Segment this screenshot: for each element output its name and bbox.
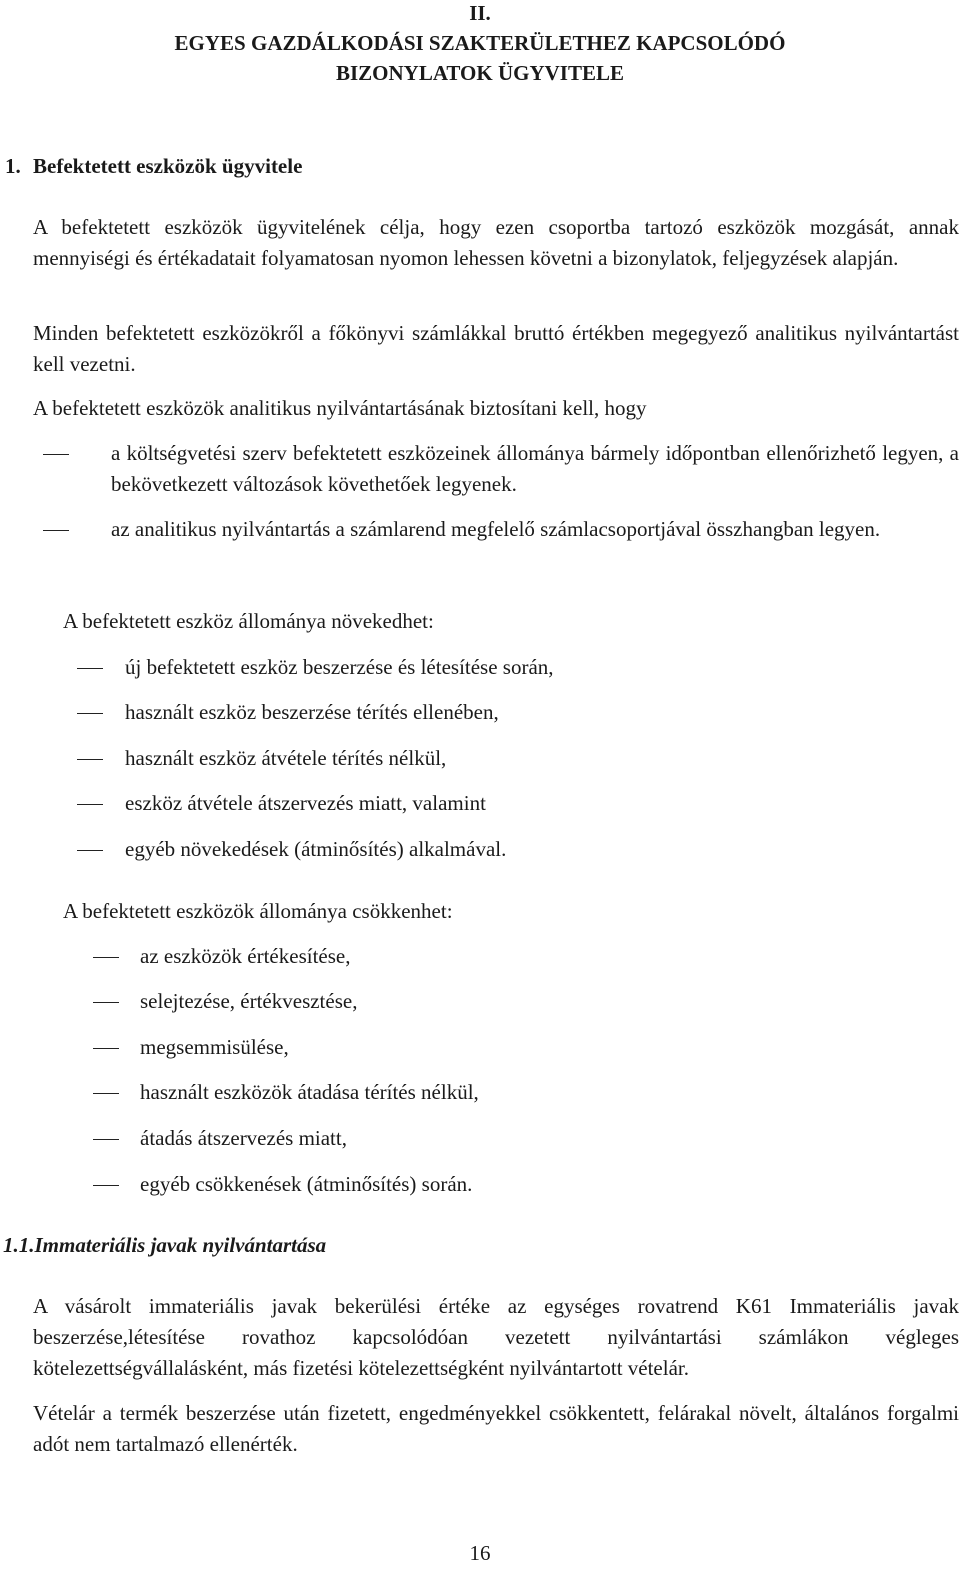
list-item: egyéb csökkenések (átminősítés) során. <box>140 1172 473 1196</box>
decrease-intro: A befektetett eszközök állománya csökkenhet: <box>63 899 453 923</box>
list-item: a költségvetési szerv befektetett eszközeinek állománya bármely időpontban ellenőrizhető legyen, a bekövetkezett változások követhetőek legyenek. <box>111 441 959 496</box>
list-item: selejtezése, értékvesztése, <box>140 989 358 1013</box>
section-1-1-title: Immateriális javak nyilvántartása <box>34 1233 327 1257</box>
section-1-1-heading <box>3 1230 326 1261</box>
list-item: megsemmisülése, <box>140 1035 289 1059</box>
section-1-1-paragraph-2: Vételár a termék beszerzése után fizetett, engedményekkel csökkentett, felárakal növelt, általános forgalmi adót nem tartalmazó ellenérték. <box>33 1401 959 1456</box>
page-number: 16 <box>469 1541 491 1565</box>
list-item: új befektetett eszköz beszerzése és létesítése során, <box>125 655 554 679</box>
list-item: egyéb növekedések (átminősítés) alkalmával. <box>125 837 507 861</box>
section-1-paragraph-1: A befektetett eszközök ügyvitelének célja, hogy ezen csoportba tartozó eszközök mozgását, annak mennyiségi és értékadatait folyamatosan nyomon lehessen követni a bizonylatok, feljegyzések alapján. <box>33 215 959 270</box>
list-item: az analitikus nyilvántartás a számlarend megfelelő számlacsoportjával összhangban legyen. <box>111 517 881 541</box>
list-item: eszköz átvétele átszervezés miatt, valamint <box>125 791 486 815</box>
list-item: használt eszközök átadása térítés nélkül, <box>140 1080 479 1104</box>
section-1-1-number: 1.1. <box>3 1233 35 1257</box>
list-item: az eszközök értékesítése, <box>140 944 351 968</box>
section-1-title: Befektetett eszközök ügyvitele <box>33 154 303 178</box>
section-1-number: 1. <box>5 154 21 178</box>
list-dash <box>93 1093 119 1094</box>
chapter-title-line2: BIZONYLATOK ÜGYVITELE <box>335 61 625 85</box>
list-dash <box>43 454 69 455</box>
list-dash <box>77 850 103 851</box>
section-1-paragraph-3: A befektetett eszközök analitikus nyilvántartásának biztosítani kell, hogy <box>33 396 647 420</box>
list-dash <box>93 1002 119 1003</box>
list-item: használt eszköz átvétele térítés nélkül, <box>125 746 447 770</box>
list-item: használt eszköz beszerzése térítés ellenében, <box>125 700 499 724</box>
list-dash <box>93 1139 119 1140</box>
list-dash <box>93 1048 119 1049</box>
increase-intro: A befektetett eszköz állománya növekedhet: <box>63 609 434 633</box>
list-item: átadás átszervezés miatt, <box>140 1126 347 1150</box>
list-dash <box>93 957 119 958</box>
part-number: II. <box>469 1 491 25</box>
chapter-title-line1: EGYES GAZDÁLKODÁSI SZAKTERÜLETHEZ KAPCSOLÓDÓ <box>174 31 786 55</box>
section-1-1-paragraph-1: A vásárolt immateriális javak bekerülési értéke az egységes rovatrend K61 Immateriális javak beszerzése,létesítése rovathoz kapcsolódóan vezetett nyilvántartási számlákon végleges kötelezettségvállalásként, más fizetési kötelezettségként nyilvántartott vételár. <box>33 1294 959 1380</box>
section-1-paragraph-2: Minden befektetett eszközökről a főkönyvi számlákkal bruttó értékben megegyező analitikus nyilvántartást kell vezetni. <box>33 321 959 376</box>
list-dash <box>77 713 103 714</box>
list-dash <box>43 530 69 531</box>
section-1-heading <box>5 151 302 182</box>
list-dash <box>77 804 103 805</box>
list-dash <box>93 1185 119 1186</box>
list-dash <box>77 668 103 669</box>
list-dash <box>77 759 103 760</box>
